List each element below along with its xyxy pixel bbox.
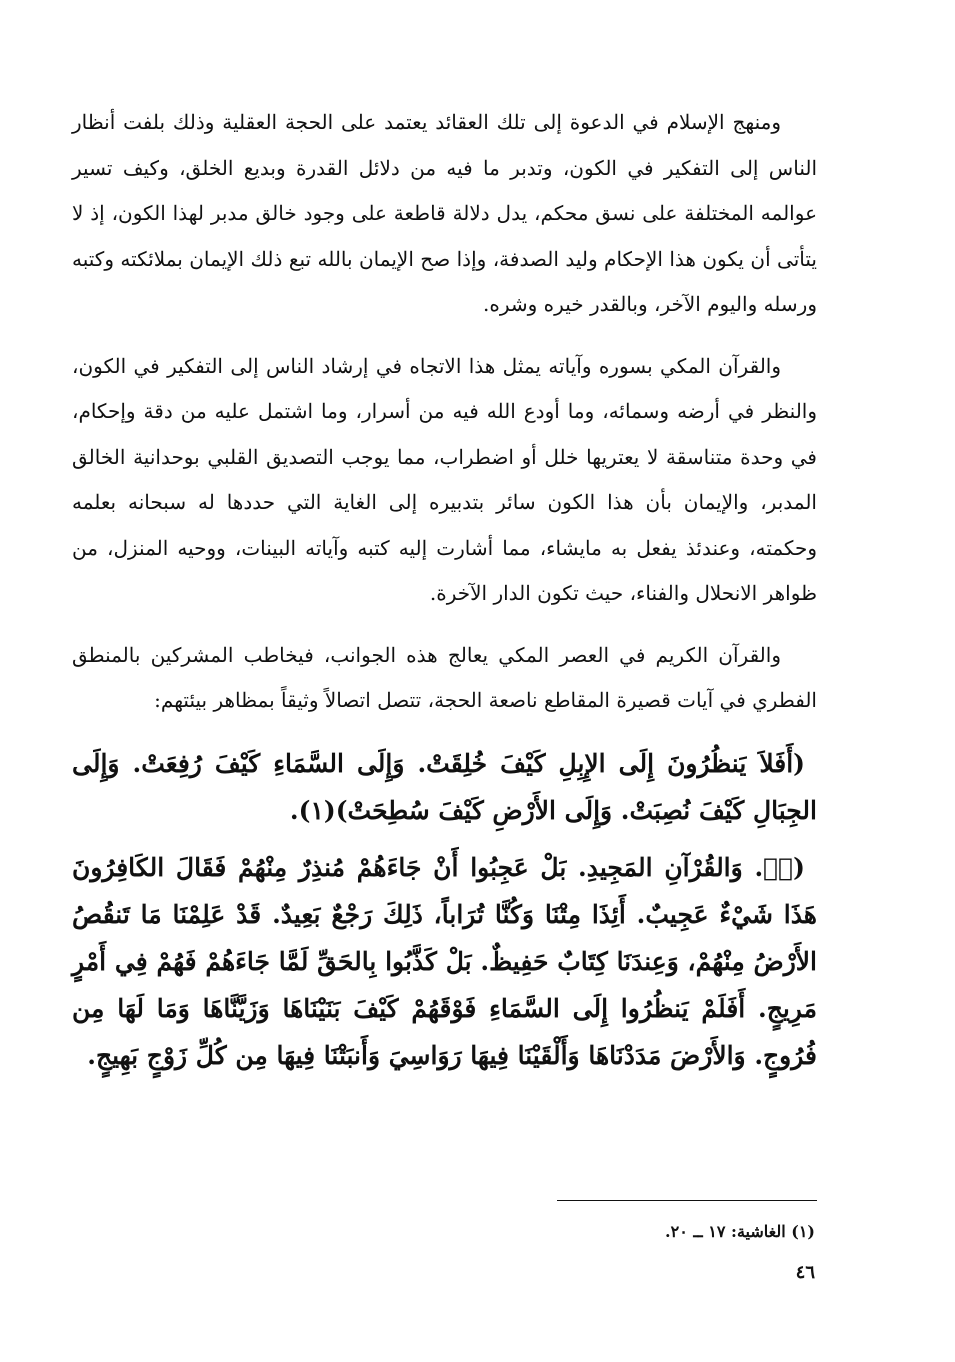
footnote: (١) الغاشية: ١٧ ــ ٢٠.: [665, 1222, 815, 1241]
page-body: [72, 100, 817, 1089]
footnote-divider: [557, 1200, 817, 1201]
page-number: ٤٦: [795, 1262, 815, 1283]
paragraph-3: والقرآن الكريم في العصر المكي يعالج هذه الجوانب، فيخاطب المشركين بالمنطق الفطري في آيات قصيرة المقاطع ناصعة الحجة، تتصل اتصالاً وثيقاً بمظاهر بيئتهم:: [72, 642, 817, 712]
paragraph-2: والقرآن المكي بسوره وآياته يمثل هذا الاتجاه في إرشاد الناس إلى التفكير في الكون، والنظر في أرضه وسمائه، وما أودع الله فيه من أسرار، وما اشتمل عليه من دقة وإحكام، في وحدة متناسقة لا يعتريها خلل أو اضطراب، مما يوجب التصديق القلبي بوحدانية الخالق المدبر، والإيمان بأن هذا الكون سائر بتدبيره إلى الغاية التي حددها له سبحانه بعلمه وحكمته، وعندئذ يفعل به مايشاء، مما أشارت إليه كتبه وآياته البينات، ووحيه المنزل، من ظواهر الانحلال والفناء، حيث تكون الدار الآخرة.: [72, 353, 817, 605]
paragraph-1: ومنهج الإسلام في الدعوة إلى تلك العقائد يعتمد على الحجة العقلية وذلك بلفت أنظار الناس إلى التفكير في الكون، وتدبر ما فيه من دلائل القدرة وبديع الخلق، وكيف تسير عوالمه المختلفة على نسق محكم، يدل دلالة قاطعة على وجود خالق مدبر لهذا الكون، إذ لا يتأتى أن يكون هذا الإحكام وليد الصدفة، وإذا صح الإيمان بالله تبع ذلك الإيمان بملائكته وكتبه ورسله واليوم الآخر، وبالقدر خيره وشره.: [72, 110, 817, 316]
quran-quote-qaf: (قۤ. وَالقُرْآنِ المَجِيدِ. بَلْ عَجِبُوا أَنْ جَاءَهُمْ مُنذِرٌ مِنْهُمْ فَقَالَ الكَافِرُونَ هَذَا شَيْءٌ عَجِيبٌ. أَئِذَا مِتْنَا وَكُنَّا تُرَاباً، ذَلِكَ رَجْعٌ بَعِيدٌ. قَدْ عَلِمْنَا مَا تَنقُصُ الأَرْضُ مِنْهُمْ، وَعِندَنَا كِتَابٌ حَفِيظٌ. بَلْ كَذَّبُوا بِالحَقِّ لَمَّا جَاءَهُمْ فَهُمْ فِي أَمْرٍ مَرِيجٍ. أَفَلَمْ يَنظُرُوا إِلَى السَّمَاءِ فَوْقَهُمْ كَيْفَ بَنَيْنَاهَا وَزَيَّنَّاهَا وَمَا لَهَا مِن فُرُوجٍ. وَالأَرْضَ مَدَدْنَاهَا وَأَلْقَيْنَا فِيهَا رَوَاسِيَ وَأَنبَتْنَا فِيهَا مِن كُلِّ زَوْجٍ بَهِيجٍ.: [72, 852, 817, 1070]
quran-quote-ghashiya: (أَفَلاَ يَنظُرُونَ إِلَى الإِبِلِ كَيْفَ خُلِقَتْ. وَإِلَى السَّمَاءِ كَيْفَ رُفِعَتْ. وَإِلَى الجِبَالِ كَيْفَ نُصِبَتْ. وَإِلَى الأَرْضِ كَيْفَ سُطِحَتْ)(١).: [72, 748, 817, 825]
